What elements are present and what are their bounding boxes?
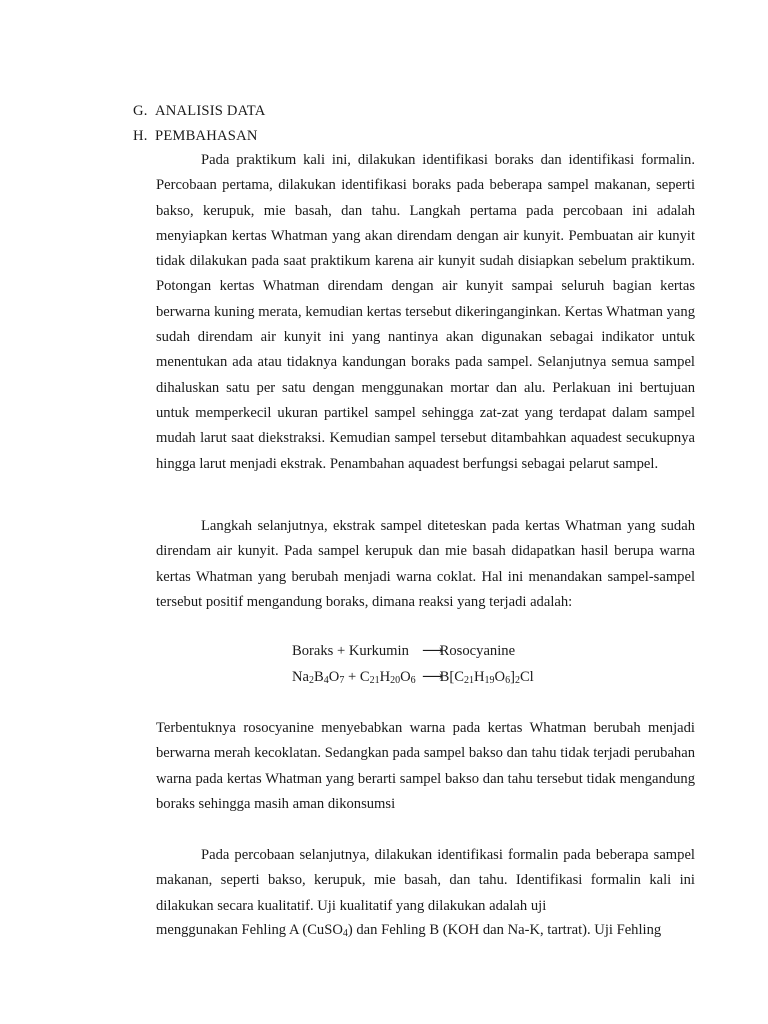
subscript: 4 (323, 675, 329, 686)
subscript: 21 (463, 675, 474, 686)
formula-text: + C (344, 669, 370, 685)
paragraph-1: Pada praktikum kali ini, dilakukan identifikasi boraks dan identifikasi formalin. Percobaan pertama, dilakukan identifikasi boraks pada beberapa sampel makanan, seperti bakso, kerupuk, mie basah, dan tahu. Langkah pertama pada percobaan ini adalah menyiapkan kertas Whatman yang akan direndam dengan air kunyit. Pembuatan air kunyit tidak dilakukan pada saat praktikum karena air kunyit sudah disiapkan sebelum praktikum. Potongan kertas Whatman direndam dengan air kunyit sampai seluruh bagian kertas berwarna kuning merata, kemudian kertas tersebut dikeringanginkan. Kertas Whatman yang sudah direndam air kunyit ini yang nantinya akan digunakan sebagai indikator untuk menentukan ada atau tidaknya kandungan boraks pada sampel. Selanjutnya semua sampel dihaluskan satu per satu dengan menggunakan mortar dan alu. Perlakuan ini bertujuan untuk memperkecil ukuran partikel sampel sehingga zat-zat yang terdapat dalam sampel mudah larut saat diekstraksi. Kemudian sampel tersebut ditambahkan aquadest secukupnya hingga larut menjadi ekstrak. Penambahan aquadest berfungsi sebagai pelarut sampel. (156, 152, 695, 472)
subscript: 6 (505, 675, 511, 686)
reaction-product: Rosocyanine (439, 643, 516, 659)
subscript: 6 (410, 675, 416, 686)
heading-analisis-data (133, 101, 693, 121)
paragraph-4: Pada percobaan selanjutnya, dilakukan identifikasi formalin pada beberapa sampel makanan, seperti bakso, kerupuk, mie basah, dan tahu. Identifikasi formalin kali ini dilakukan secara kualitatif. Uji kualitatif yang dilakukan adalah uji (156, 847, 695, 914)
reaction-line-2 (292, 667, 534, 687)
reaction-line-1 (292, 641, 515, 661)
reaction-reactants: Boraks + Kurkumin (292, 643, 409, 659)
subscript: 19 (484, 675, 495, 686)
heading-text: PEMBAHASAN (155, 128, 258, 144)
formula-text: B (314, 669, 324, 685)
subscript: 20 (390, 675, 401, 686)
formula-text: H (379, 669, 391, 685)
reaction-formula-reactants (292, 667, 422, 687)
formula-text: H (473, 669, 485, 685)
paragraph-4-last-line (156, 918, 695, 943)
paragraph-3: Terbentuknya rosocyanine menyebabkan warna pada kertas Whatman berubah menjadi berwarna merah kecoklatan. Sedangkan pada sampel bakso dan tahu tidak terjadi perubahan warna pada kertas Whatman yang berarti sampel bakso dan tahu tersebut tidak mengandung boraks sehingga masih aman dikonsumsi (156, 720, 695, 812)
formula-text: O (328, 669, 340, 685)
subscript: 7 (339, 675, 345, 686)
fehling-text-end: ) dan Fehling B (KOH dan Na-K, tartrat). Uji Fehling (347, 922, 662, 938)
formula-text: O (400, 669, 411, 685)
reaction-arrow: ⟶ (422, 669, 443, 685)
subscript: 21 (369, 675, 380, 686)
subscript: 4 (342, 928, 348, 939)
fehling-text-start: menggunakan Fehling A (CuSO (156, 922, 343, 938)
heading-text: ANALISIS DATA (155, 103, 266, 119)
reaction-formula-product (440, 669, 534, 685)
subscript: 2 (309, 675, 315, 686)
heading-marker: H. (133, 128, 148, 144)
formula-text: B[C (439, 669, 464, 685)
subscript: 2 (514, 675, 520, 686)
reaction-arrow: ⟶ (422, 643, 443, 659)
heading-marker: G. (133, 103, 148, 119)
paragraph-2: Langkah selanjutnya, ekstrak sampel diteteskan pada kertas Whatman yang sudah direndam air kunyit. Pada sampel kerupuk dan mie basah didapatkan hasil berupa warna kertas Whatman yang berubah menjadi warna coklat. Hal ini menandakan sampel-sampel tersebut positif mengandung boraks, dimana reaksi yang terjadi adalah: (156, 518, 695, 610)
formula-text: Na (292, 669, 310, 685)
formula-text: Cl (519, 669, 534, 685)
formula-text: ] (510, 669, 515, 685)
formula-text: O (494, 669, 506, 685)
heading-pembahasan (133, 126, 693, 146)
